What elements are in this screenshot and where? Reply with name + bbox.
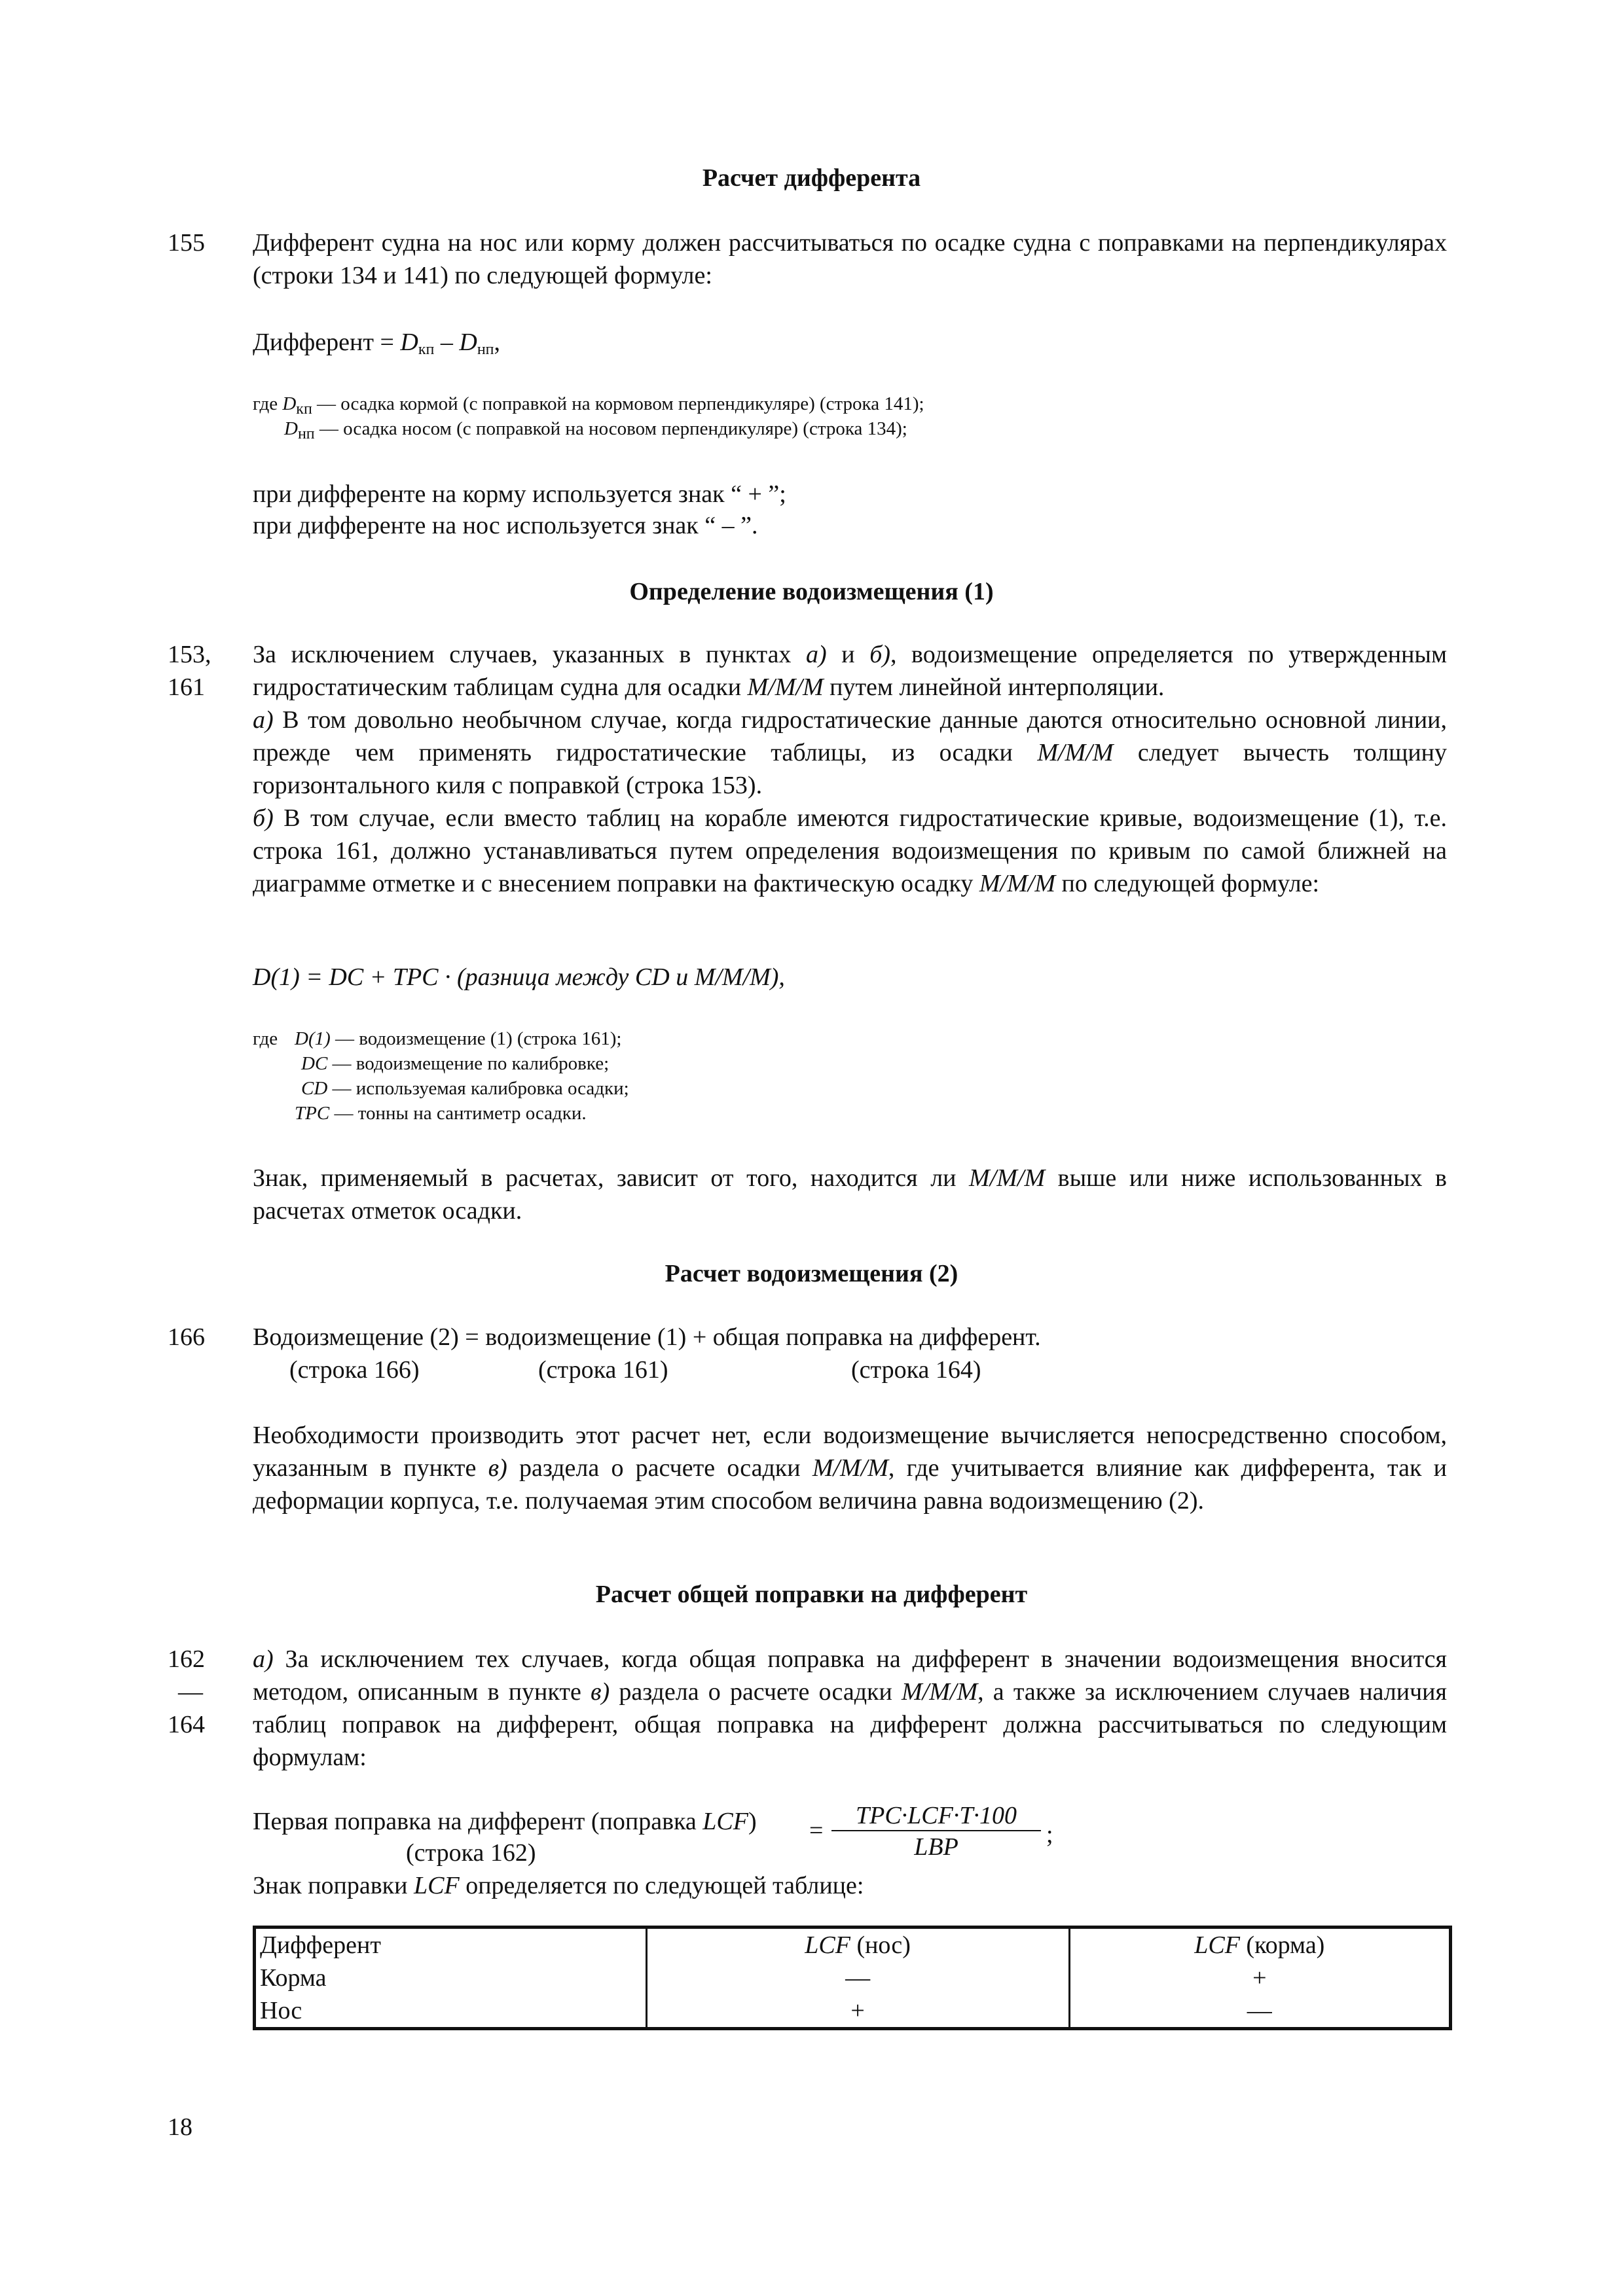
table-header: Дифферент (255, 1928, 647, 1962)
table-cell: Корма (255, 1962, 647, 1994)
item-number: 161 (168, 673, 205, 701)
row-ref: (строка 162) (406, 1839, 536, 1867)
sign-rule-aft: при дифференте на корму используется знак “ + ”; (253, 480, 786, 508)
formula-numerator: TPC·LCF·T·100 (831, 1801, 1041, 1831)
section-title-displacement-2: Расчет водоизмещения (2) (665, 1260, 958, 1287)
table-row (255, 1994, 1451, 2029)
item-number: 162 (168, 1645, 205, 1673)
displacement-2-formula: Водоизмещение (2) = водоизмещение (1) + общая поправка на дифферент. (253, 1323, 1041, 1351)
paragraph-b: б) В том случае, если вместо таблиц на корабле имеются гидростатические кривые, водоизмещение (1), т.е. строка 161, должно устанавливаться путем определения водоизмещения по кривым по самой ближней на диаграмме отметке и с внесением поправки на фактическую осадку M/M/M по следующей формуле: (253, 804, 1447, 897)
row-ref: (строка 166) (289, 1356, 420, 1384)
section-title-trim-correction: Расчет общей поправки на дифферент (595, 1581, 1028, 1608)
formula-denominator: LBP (914, 1833, 958, 1861)
table-header-row (255, 1928, 1451, 1962)
row-ref: (строка 164) (851, 1356, 981, 1384)
table-row (255, 1962, 1451, 1994)
item-number: 164 (168, 1711, 205, 1738)
sign-rule-fwd: при дифференте на нос используется знак “ – ”. (253, 512, 758, 539)
section-title-trim: Расчет дифферента (702, 164, 921, 192)
table-cell: — (646, 1962, 1069, 1994)
trim-formula: Дифферент = $D_{кп} - D_{нп}$, (253, 329, 500, 358)
item-number: — (178, 1678, 203, 1706)
paragraph: За исключением случаев, указанных в пунктах а) и б), водоизмещение определяется по утвержденным гидростатическим таблицам судна для осадки M/M/M путем линейной интерполяции. (253, 641, 1447, 701)
lcf-sign-table (253, 1926, 1452, 2030)
table-cell: + (1069, 1962, 1450, 1994)
table-header: LCF (нос) (646, 1928, 1069, 1962)
where-line: где $D_{кп}$ — осадка кормой (с поправкой на кормовом перпендикуляре) (строка 141); (253, 393, 924, 418)
table-cell: Нос (255, 1994, 647, 2029)
page-number: 18 (168, 2113, 192, 2141)
formula-semicolon: ; (1046, 1821, 1053, 1848)
where-line: $D_{нп}$ — осадка носом (с поправкой на носовом перпендикуляре) (строка 134); (284, 418, 907, 442)
table-cell: + (646, 1994, 1069, 2029)
where-line: DC — водоизмещение по калибровке; (301, 1053, 610, 1074)
item-number: 155 (168, 229, 205, 257)
table-cell: — (1069, 1994, 1450, 2029)
section-title-displacement-1: Определение водоизмещения (1) (629, 578, 994, 605)
where-prefix: где (253, 1028, 278, 1049)
formula-equals: = (809, 1817, 824, 1844)
lcf-formula-lhs: Первая поправка на дифферент (поправка LCF) (253, 1808, 757, 1835)
where-line: TPC — тонны на сантиметр осадки. (295, 1103, 587, 1124)
paragraph: Необходимости производить этот расчет нет, если водоизмещение вычисляется непосредственно способом, указанным в пункте в) раздела о расчете осадки M/M/M, где учитывается влияние как дифферента, так и деформации корпуса, т.е. получаемая этим способом величина равна водоизмещению (2). (253, 1422, 1447, 1515)
row-ref: (строка 161) (538, 1356, 668, 1384)
item-number: 166 (168, 1323, 205, 1351)
table-caption: Знак поправки LCF определяется по следующей таблице: (253, 1872, 864, 1899)
paragraph: Дифферент судна на нос или корму должен рассчитываться по осадке судна с поправками на перпендикулярах (строки 134 и 141) по следующей формуле: (253, 229, 1447, 289)
paragraph: Знак, применяемый в расчетах, зависит от того, находится ли M/M/M выше или ниже использованных в расчетах отметок осадки. (253, 1164, 1447, 1225)
paragraph-a: а) В том довольно необычном случае, когда гидростатические данные даются относительно основной линии, прежде чем применять гидростатические таблицы, из осадки M/M/M следует вычесть толщину горизонтального киля с поправкой (строка 153). (253, 706, 1448, 799)
item-number: 153, (168, 641, 211, 668)
displacement-formula: D(1) = DC + TPC · (разница между CD и M/M/M), (253, 963, 785, 991)
paragraph: а) За исключением тех случаев, когда общая поправка на дифферент в значении водоизмещения вносится методом, описанным в пункте в) раздела о расчете осадки M/M/M, а также за исключением случаев наличия таблиц поправок на дифферент, общая поправка на дифферент должна рассчитываться по следующим формулам: (253, 1645, 1447, 1771)
table-header: LCF (корма) (1069, 1928, 1450, 1962)
where-line: D(1) — водоизмещение (1) (строка 161); (295, 1028, 622, 1049)
where-line: CD — используемая калибровка осадки; (301, 1078, 629, 1099)
